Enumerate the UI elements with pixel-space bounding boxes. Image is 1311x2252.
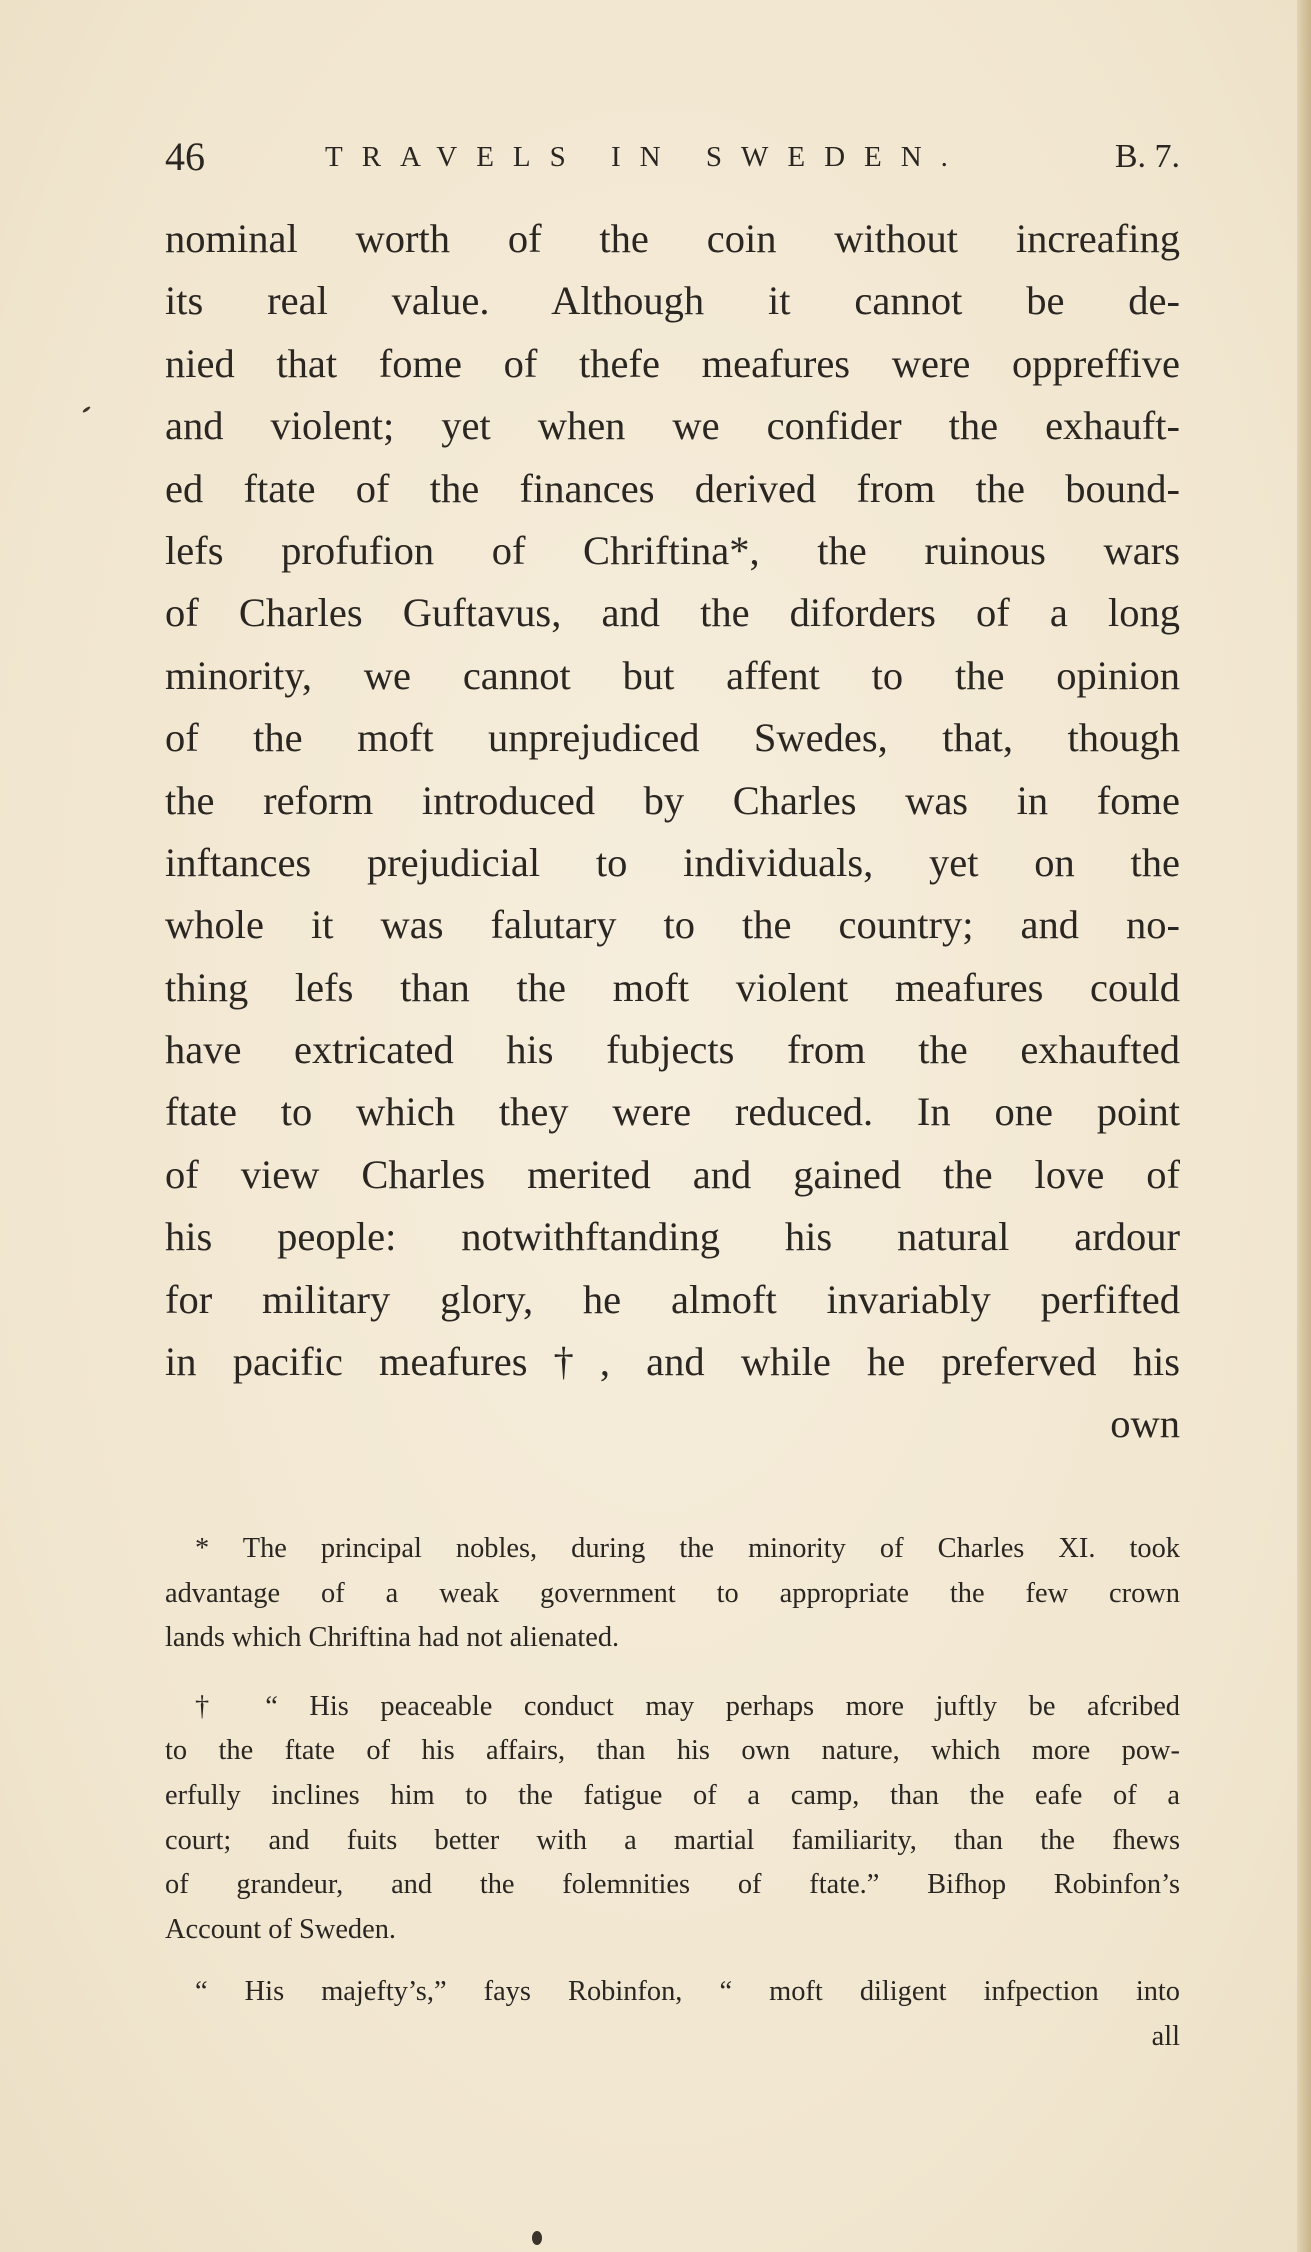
footnote-catchword: all	[1151, 2020, 1180, 2052]
main-text	[165, 208, 1180, 1456]
text-line: lefs profufion of Chriftina*, the ruinous wars	[165, 527, 1180, 573]
ink-fleck	[82, 406, 91, 414]
footnote-3	[165, 1970, 1180, 2059]
footnote-gap	[165, 1661, 1180, 1685]
footnote-line: Account of Sweden.	[165, 1913, 397, 1945]
text-line: ed ftate of the finances derived from the bound-	[165, 465, 1180, 511]
footnote-line: lands which Chriftina had not alienated.	[165, 1622, 620, 1654]
footnote-line: court; and fuits better with a martial familiarity, than the fhews	[165, 1824, 1180, 1856]
footnote-line: * The principal nobles, during the minority of Charles XI. took	[195, 1533, 1180, 1564]
footnote-1	[165, 1527, 1180, 1661]
text-line: whole it was falutary to the country; and no-	[165, 902, 1180, 948]
footnote-line: to the ftate of his affairs, than his own nature, which more pow-	[165, 1735, 1180, 1767]
text-line: his people: notwithftanding his natural ardour	[165, 1214, 1180, 1260]
page-number: 46	[165, 134, 205, 179]
footnote-line: advantage of a weak government to appropriate the few crown	[165, 1577, 1180, 1609]
text-line: the reform introduced by Charles was in fome	[165, 777, 1180, 823]
text-line: ftate to which they were reduced. In one point	[165, 1089, 1180, 1135]
text-line: have extricated his fubjects from the exhaufted	[165, 1027, 1180, 1073]
text-line: thing lefs than the moft violent meafures could	[165, 964, 1180, 1010]
text-line: of Charles Guftavus, and the diforders of a long	[165, 590, 1180, 636]
footnote-gap	[165, 1952, 1180, 1970]
book-reference: B. 7.	[1114, 138, 1180, 175]
text-line: and violent; yet when we confider the exhauft-	[165, 403, 1180, 449]
text-line: its real value. Although it cannot be de-	[165, 278, 1180, 324]
text-line: in pacific meafures†, and while he preferved his	[165, 1339, 1180, 1385]
text-line: inftances prejudicial to individuals, yet on the	[165, 839, 1180, 885]
text-line: for military glory, he almoft invariably perfifted	[165, 1276, 1180, 1322]
running-header	[165, 127, 1180, 187]
running-title: TRAVELS IN SWEDEN.	[325, 141, 967, 173]
footnote-line: “ His majefty’s,” fays Robinfon, “ moft diligent infpection into	[195, 1976, 1180, 2008]
text-line: nied that fome of thefe meafures were oppreffive	[165, 340, 1180, 386]
page-edge-shadow	[1297, 0, 1311, 2252]
text-line: of view Charles merited and gained the love of	[165, 1151, 1180, 1197]
footnote-line: of grandeur, and the folemnities of ftate.” Bifhop Robinfon’s	[165, 1869, 1180, 1901]
footnote-line: † “ His peaceable conduct may perhaps more juftly be afcribed	[195, 1690, 1180, 1722]
text-line: of the moft unprejudiced Swedes, that, though	[165, 715, 1180, 761]
text-line: minority, we cannot but affent to the opinion	[165, 652, 1180, 698]
text-line: nominal worth of the coin without increafing	[165, 216, 1180, 261]
catchword: own	[1110, 1401, 1180, 1447]
ink-fleck	[532, 2231, 542, 2245]
footnote-line: erfully inclines him to the fatigue of a camp, than the eafe of a	[165, 1779, 1180, 1811]
footnotes	[165, 1527, 1180, 2060]
footnote-2	[165, 1685, 1180, 1953]
